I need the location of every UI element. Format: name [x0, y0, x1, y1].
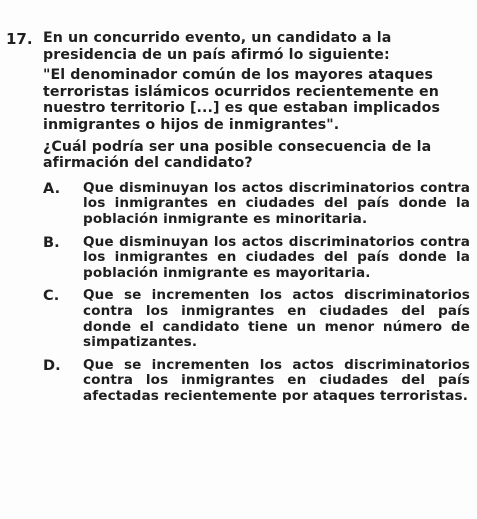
option-a[interactable]: [43, 181, 470, 228]
answer-options: [43, 181, 470, 405]
question-block: [43, 30, 470, 411]
option-b-letter: B.: [43, 234, 60, 251]
question-prompt: ¿Cuál podría ser una posible consecuencia de la afirmación del candidato?: [43, 138, 432, 172]
option-d[interactable]: [43, 358, 470, 405]
option-b-text: Que disminuyan los actos discriminatorios contra los inmigrantes en ciudades del país donde la población inmigrante es mayoritaria.: [83, 233, 470, 281]
option-b[interactable]: [43, 235, 470, 282]
option-a-letter: A.: [43, 180, 61, 197]
option-d-text: Que se incrementen los actos discriminatorios contra los inmigrantes en ciudades del país afectadas recientemente por ataques terroristas.: [83, 356, 470, 404]
option-a-text: Que disminuyan los actos discriminatorios contra los inmigrantes en ciudades del país donde la población inmigrante es minoritaria.: [83, 179, 470, 227]
option-c-letter: C.: [43, 288, 60, 305]
option-c[interactable]: [43, 288, 470, 350]
option-d-letter: D.: [43, 357, 61, 374]
option-c-text: Que se incrementen los actos discriminatorios contra los inmigrantes en ciudades del país donde el candidato tiene un menor número de simpatizantes.: [83, 287, 470, 351]
question-stem: En un concurrido evento, un candidato a la presidencia de un país afirmó lo siguiente:: [43, 30, 392, 63]
question-number: 17.: [6, 30, 33, 48]
candidate-quote: "El denominador común de los mayores ataques terroristas islámicos ocurridos recientemente en nuestro territorio [...] es que estaban implicados inmigrantes o hijos de inmigrantes".: [43, 67, 441, 133]
